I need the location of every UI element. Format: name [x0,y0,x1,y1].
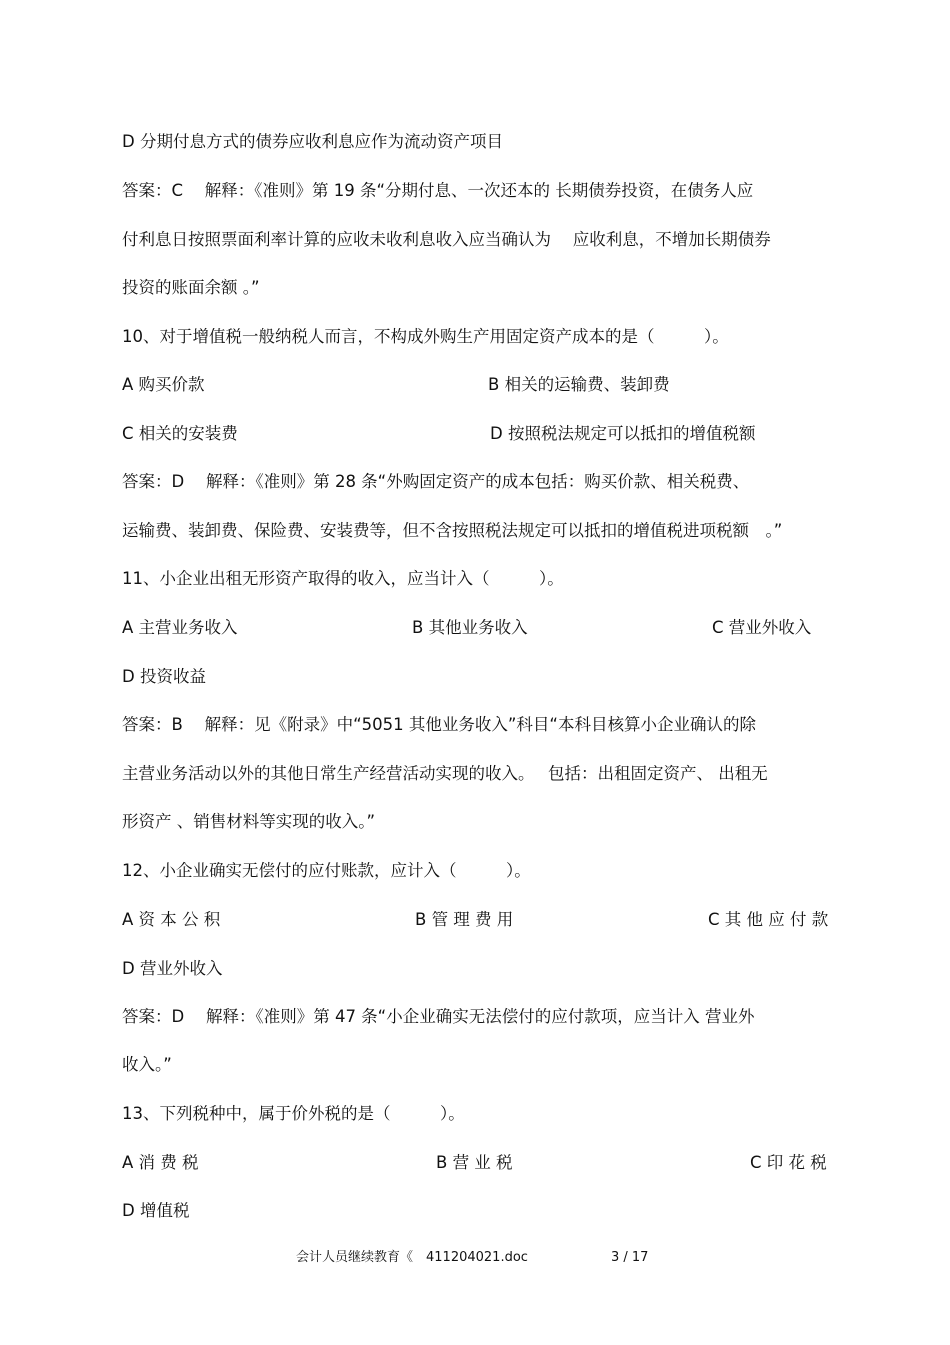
q10-option-a: A 购买价款 [122,375,205,394]
q11-option-a: A 主营业务收入 [122,618,238,637]
answer-q12-line1: 答案：D 解释：《准则》第 47 条“小企业确实无法偿付的应付款项，应当计入 营业外 [122,1007,755,1026]
option-d-q9: D 分期付息方式的债券应收利息应作为流动资产项目 [122,132,503,151]
q13-option-c: C 印 花 税 [750,1153,827,1172]
q13-option-d: D 增值税 [122,1201,190,1220]
question-13: 13、下列税种中，属于价外税的是（ ）。 [122,1104,465,1123]
question-12: 12、小企业确实无偿付的应付账款，应计入（ ）。 [122,861,531,880]
answer-q9-line2: 付利息日按照票面利率计算的应收未收利息收入应当确认为 应收利息，不增加长期债券 [122,230,771,249]
footer-doc-name: 会计人员继续教育《 411204021.doc [296,1250,528,1265]
answer-q10-line1: 答案：D 解释：《准则》第 28 条“外购固定资产的成本包括：购买价款、相关税费、 [122,472,750,491]
q10-option-c: C 相关的安装费 [122,424,238,443]
answer-q11-line3: 形资产 、销售材料等实现的收入。” [122,812,376,831]
answer-q10-line2: 运输费、装卸费、保险费、安装费等，但不含按照税法规定可以抵扣的增值税进项税额 。” [122,521,783,540]
q12-option-b: B 管 理 费 用 [415,910,514,929]
answer-q9-line1: 答案：C 解释：《准则》第 19 条“分期付息、一次还本的 长期债券投资，在债务人应 [122,181,754,200]
q11-option-c: C 营业外收入 [712,618,812,637]
answer-q9-line3: 投资的账面余额 。” [122,278,260,297]
question-10: 10、对于增值税一般纳税人而言，不构成外购生产用固定资产成本的是（ ）。 [122,327,729,346]
q11-option-b: B 其他业务收入 [412,618,528,637]
q12-option-c: C 其 他 应 付 款 [708,910,829,929]
q11-option-d: D 投资收益 [122,667,206,686]
question-11: 11、小企业出租无形资产取得的收入，应当计入（ ）。 [122,569,564,588]
q13-option-a: A 消 费 税 [122,1153,199,1172]
q13-option-b: B 营 业 税 [436,1153,513,1172]
q12-option-a: A 资 本 公 积 [122,910,221,929]
q10-option-b: B 相关的运输费、装卸费 [488,375,670,394]
footer-page-number: 3 / 17 [611,1250,649,1265]
q10-option-d: D 按照税法规定可以抵扣的增值税额 [490,424,756,443]
answer-q12-line2: 收入。” [122,1055,172,1074]
q12-option-d: D 营业外收入 [122,959,223,978]
answer-q11-line1: 答案：B 解释：见《附录》中“5051 其他业务收入”科目“本科目核算小企业确认的除 [122,715,756,734]
answer-q11-line2: 主营业务活动以外的其他日常生产经营活动实现的收入。 包括：出租固定资产、 出租无 [122,764,768,783]
